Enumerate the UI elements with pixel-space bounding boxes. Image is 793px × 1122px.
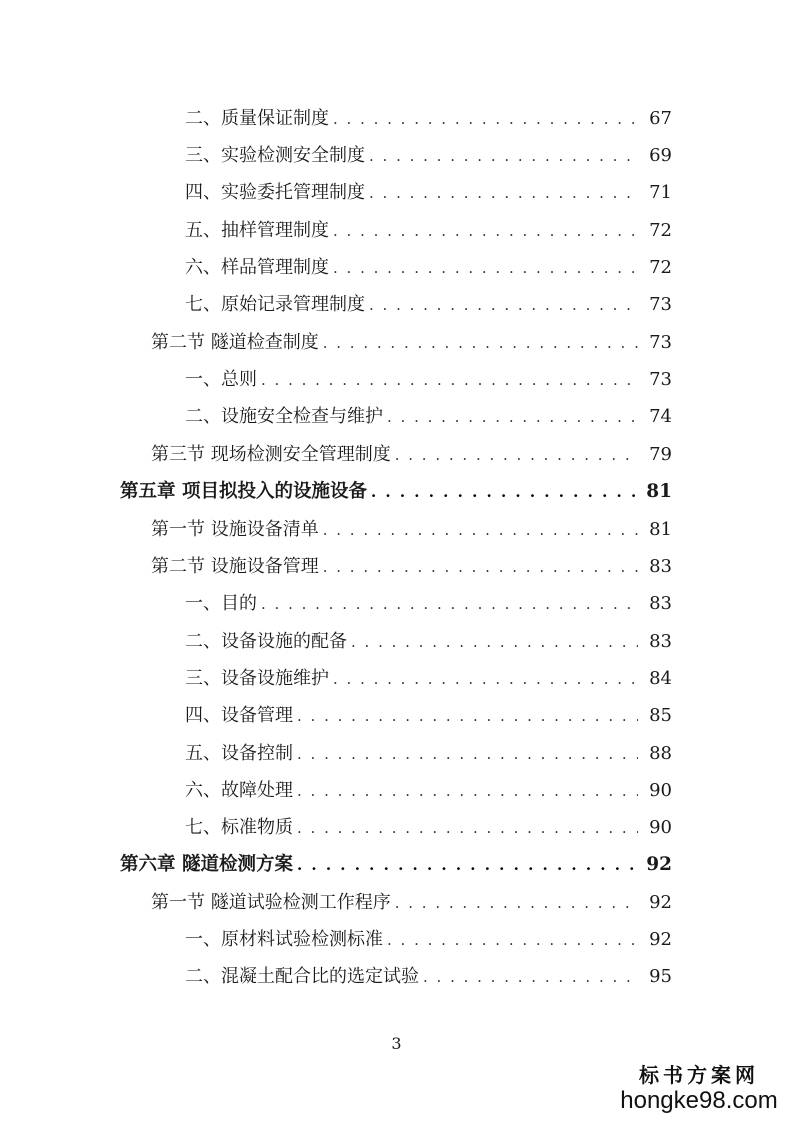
toc-entry-page: 90 [649, 780, 672, 801]
toc-entry[interactable] [151, 889, 672, 917]
toc-entry-title: 第二节 隧道检查制度 [151, 332, 319, 353]
toc-entry-page: 72 [649, 220, 672, 241]
toc-entry-title: 三、设备设施维护 [185, 668, 329, 689]
watermark-cn-text: 标书方案网 [639, 1063, 759, 1087]
toc-chapter-entry[interactable] [120, 478, 672, 506]
toc-entry[interactable] [185, 366, 672, 394]
toc-entry[interactable] [185, 217, 672, 245]
toc-leader-dots [387, 403, 638, 431]
toc-entry-title: 二、设备设施的配备 [185, 631, 347, 652]
toc-entry-page: 71 [649, 182, 672, 203]
toc-leader-dots [369, 291, 638, 319]
toc-entry-title: 五、设备控制 [185, 743, 293, 764]
toc-entry-title: 一、原材料试验检测标准 [185, 929, 383, 950]
toc-entry-page: 92 [649, 892, 672, 913]
toc-entry[interactable] [185, 179, 672, 207]
toc-entry[interactable] [185, 665, 672, 693]
toc-entry-title: 二、混凝土配合比的选定试验 [185, 966, 419, 987]
watermark-url-text: hongke98.com [620, 1087, 778, 1114]
toc-entry-page: 90 [649, 817, 672, 838]
toc-entry[interactable] [151, 441, 672, 469]
toc-entry[interactable] [151, 553, 672, 581]
toc-entry-page: 95 [649, 966, 672, 987]
toc-entry[interactable] [185, 963, 672, 991]
toc-entry-page: 72 [649, 257, 672, 278]
toc-entry-page: 85 [649, 705, 672, 726]
toc-entry-title: 五、抽样管理制度 [185, 220, 329, 241]
toc-leader-dots [387, 926, 638, 954]
toc-leader-dots [297, 814, 638, 842]
toc-chapter-entry[interactable] [120, 851, 672, 879]
toc-leader-dots [333, 217, 638, 245]
toc-leader-dots [323, 553, 638, 581]
toc-entry[interactable] [185, 926, 672, 954]
toc-leader-dots [297, 702, 638, 730]
toc-leader-dots [395, 889, 638, 917]
toc-leader-dots [261, 590, 638, 618]
toc-entry-page: 88 [649, 743, 672, 764]
toc-entry[interactable] [185, 142, 672, 170]
toc-leader-dots [371, 478, 638, 506]
toc-leader-dots [369, 179, 638, 207]
toc-entry-title: 第一节 隧道试验检测工作程序 [151, 892, 391, 913]
toc-entry-page: 73 [649, 294, 672, 315]
toc-leader-dots [395, 441, 638, 469]
toc-entry-page: 81 [649, 519, 672, 540]
toc-entry-page: 83 [649, 593, 672, 614]
toc-entry-page: 67 [649, 108, 672, 129]
toc-leader-dots [369, 142, 638, 170]
toc-leader-dots [323, 516, 638, 544]
toc-entry-page: 81 [646, 481, 672, 502]
toc-leader-dots [333, 254, 638, 282]
toc-entry-page: 73 [649, 332, 672, 353]
toc-entry[interactable] [185, 702, 672, 730]
watermark-logo [619, 1059, 779, 1114]
toc-entry[interactable] [185, 740, 672, 768]
toc-entry-page: 83 [649, 556, 672, 577]
toc-leader-dots [333, 105, 638, 133]
toc-entry-title: 二、设施安全检查与维护 [185, 406, 383, 427]
toc-entry[interactable] [185, 105, 672, 133]
toc-entry-title: 第一节 设施设备清单 [151, 519, 319, 540]
toc-entry[interactable] [185, 628, 672, 656]
toc-leader-dots [297, 851, 638, 879]
toc-leader-dots [297, 777, 638, 805]
toc-leader-dots [261, 366, 638, 394]
toc-entry[interactable] [185, 403, 672, 431]
toc-entry-page: 92 [646, 854, 672, 875]
toc-leader-dots [323, 329, 638, 357]
toc-entry-page: 83 [649, 631, 672, 652]
toc-entry-page: 69 [649, 145, 672, 166]
toc-entry-page: 74 [649, 406, 672, 427]
toc-entry-page: 73 [649, 369, 672, 390]
toc-entry[interactable] [185, 590, 672, 618]
toc-entry-title: 第三节 现场检测安全管理制度 [151, 444, 391, 465]
toc-entry-title: 七、原始记录管理制度 [185, 294, 365, 315]
toc-entry[interactable] [151, 329, 672, 357]
toc-entry[interactable] [185, 777, 672, 805]
toc-entry-title: 四、实验委托管理制度 [185, 182, 365, 203]
toc-entry-title: 一、目的 [185, 593, 257, 614]
toc-entry-title: 六、样品管理制度 [185, 257, 329, 278]
toc-entry-title: 三、实验检测安全制度 [185, 145, 365, 166]
toc-entry-title: 四、设备管理 [185, 705, 293, 726]
toc-entry-title: 第五章 项目拟投入的设施设备 [120, 481, 367, 502]
toc-entry-title: 七、标准物质 [185, 817, 293, 838]
toc-entry-title: 第二节 设施设备管理 [151, 556, 319, 577]
toc-entry-title: 一、总则 [185, 369, 257, 390]
toc-leader-dots [423, 963, 638, 991]
toc-entry-page: 79 [649, 444, 672, 465]
toc-entry-page: 84 [649, 668, 672, 689]
toc-entry-title: 第六章 隧道检测方案 [120, 854, 293, 875]
toc-entry[interactable] [151, 516, 672, 544]
toc-leader-dots [297, 740, 638, 768]
toc-leader-dots [351, 628, 638, 656]
toc-entry[interactable] [185, 814, 672, 842]
toc-entry-title: 六、故障处理 [185, 780, 293, 801]
toc-entry[interactable] [185, 254, 672, 282]
toc-entry[interactable] [185, 291, 672, 319]
toc-leader-dots [333, 665, 638, 693]
toc-entry-title: 二、质量保证制度 [185, 108, 329, 129]
page-number: 3 [391, 1034, 402, 1053]
toc-entry-page: 92 [649, 929, 672, 950]
